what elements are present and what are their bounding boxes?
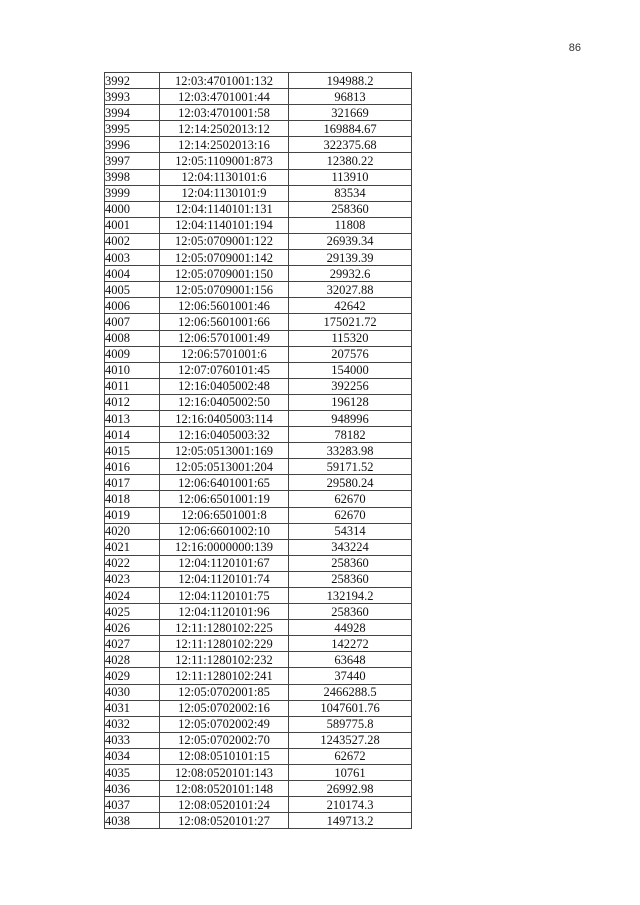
value-cell: 258360: [289, 571, 412, 587]
value-cell: 258360: [289, 555, 412, 571]
row-number-cell: 4003: [105, 250, 160, 266]
cadastral-number-cell: 12:08:0520101:143: [160, 765, 289, 781]
value-cell: 26939.34: [289, 233, 412, 249]
cadastral-number-cell: 12:04:1140101:131: [160, 201, 289, 217]
table-row: [105, 732, 412, 748]
value-cell: 10761: [289, 765, 412, 781]
table-row: [105, 491, 412, 507]
value-cell: 589775.8: [289, 716, 412, 732]
row-number-cell: 4019: [105, 507, 160, 523]
cadastral-number-cell: 12:06:6501001:19: [160, 491, 289, 507]
row-number-cell: 4004: [105, 266, 160, 282]
value-cell: 96813: [289, 89, 412, 105]
cadastral-number-cell: 12:05:0702002:49: [160, 716, 289, 732]
cadastral-number-cell: 12:05:0709001:156: [160, 282, 289, 298]
value-cell: 11808: [289, 217, 412, 233]
value-cell: 62672: [289, 748, 412, 764]
row-number-cell: 4010: [105, 362, 160, 378]
value-cell: 59171.52: [289, 459, 412, 475]
value-cell: 1047601.76: [289, 700, 412, 716]
row-number-cell: 3996: [105, 137, 160, 153]
value-cell: 29932.6: [289, 266, 412, 282]
table-row: [105, 266, 412, 282]
row-number-cell: 3995: [105, 121, 160, 137]
value-cell: 948996: [289, 410, 412, 426]
table-row: [105, 362, 412, 378]
value-cell: 258360: [289, 604, 412, 620]
row-number-cell: 4014: [105, 427, 160, 443]
value-cell: 207576: [289, 346, 412, 362]
table-row: [105, 652, 412, 668]
table-row: [105, 748, 412, 764]
table-row: [105, 185, 412, 201]
table-row: [105, 427, 412, 443]
cadastral-number-cell: 12:05:0702002:70: [160, 732, 289, 748]
table-row: [105, 73, 412, 89]
row-number-cell: 4026: [105, 620, 160, 636]
value-cell: 54314: [289, 523, 412, 539]
value-cell: 115320: [289, 330, 412, 346]
row-number-cell: 4012: [105, 394, 160, 410]
row-number-cell: 4017: [105, 475, 160, 491]
row-number-cell: 4024: [105, 588, 160, 604]
row-number-cell: 4020: [105, 523, 160, 539]
cadastral-number-cell: 12:03:4701001:132: [160, 73, 289, 89]
cadastral-number-cell: 12:04:1120101:67: [160, 555, 289, 571]
value-cell: 63648: [289, 652, 412, 668]
value-cell: 44928: [289, 620, 412, 636]
table-row: [105, 620, 412, 636]
table-row: [105, 217, 412, 233]
value-cell: 321669: [289, 105, 412, 121]
row-number-cell: 4021: [105, 539, 160, 555]
table-row: [105, 684, 412, 700]
table-row: [105, 250, 412, 266]
cadastral-number-cell: 12:05:0702002:16: [160, 700, 289, 716]
value-cell: 196128: [289, 394, 412, 410]
cadastral-number-cell: 12:04:1120101:96: [160, 604, 289, 620]
value-cell: 1243527.28: [289, 732, 412, 748]
table-row: [105, 668, 412, 684]
table-row: [105, 781, 412, 797]
cadastral-number-cell: 12:06:5701001:49: [160, 330, 289, 346]
row-number-cell: 4038: [105, 813, 160, 829]
row-number-cell: 3993: [105, 89, 160, 105]
row-number-cell: 4006: [105, 298, 160, 314]
value-cell: 26992.98: [289, 781, 412, 797]
data-table: [104, 72, 412, 829]
row-number-cell: 4007: [105, 314, 160, 330]
value-cell: 322375.68: [289, 137, 412, 153]
table-row: [105, 636, 412, 652]
row-number-cell: 4000: [105, 201, 160, 217]
table-row: [105, 282, 412, 298]
row-number-cell: 4029: [105, 668, 160, 684]
cadastral-number-cell: 12:14:2502013:16: [160, 137, 289, 153]
table-row: [105, 700, 412, 716]
table-row: [105, 137, 412, 153]
row-number-cell: 4032: [105, 716, 160, 732]
row-number-cell: 4018: [105, 491, 160, 507]
cadastral-number-cell: 12:11:1280102:225: [160, 620, 289, 636]
cadastral-number-cell: 12:05:0709001:122: [160, 233, 289, 249]
cadastral-number-cell: 12:05:0513001:169: [160, 443, 289, 459]
table-row: [105, 314, 412, 330]
row-number-cell: 4023: [105, 571, 160, 587]
row-number-cell: 4022: [105, 555, 160, 571]
cadastral-number-cell: 12:05:0702001:85: [160, 684, 289, 700]
table-row: [105, 507, 412, 523]
cadastral-number-cell: 12:03:4701001:44: [160, 89, 289, 105]
cadastral-number-cell: 12:06:5601001:66: [160, 314, 289, 330]
cadastral-number-cell: 12:06:5601001:46: [160, 298, 289, 314]
cadastral-number-cell: 12:16:0405003:32: [160, 427, 289, 443]
table-row: [105, 571, 412, 587]
row-number-cell: 4009: [105, 346, 160, 362]
table-row: [105, 298, 412, 314]
value-cell: 83534: [289, 185, 412, 201]
cadastral-number-cell: 12:11:1280102:232: [160, 652, 289, 668]
cadastral-number-cell: 12:16:0405002:50: [160, 394, 289, 410]
cadastral-number-cell: 12:04:1140101:194: [160, 217, 289, 233]
value-cell: 12380.22: [289, 153, 412, 169]
table-row: [105, 105, 412, 121]
value-cell: 154000: [289, 362, 412, 378]
row-number-cell: 3998: [105, 169, 160, 185]
cadastral-number-cell: 12:08:0520101:24: [160, 797, 289, 813]
cadastral-number-cell: 12:06:5701001:6: [160, 346, 289, 362]
row-number-cell: 4005: [105, 282, 160, 298]
table-row: [105, 588, 412, 604]
table-row: [105, 813, 412, 829]
table-row: [105, 523, 412, 539]
table-body: [105, 73, 412, 829]
value-cell: 343224: [289, 539, 412, 555]
table-row: [105, 233, 412, 249]
table-row: [105, 121, 412, 137]
row-number-cell: 4025: [105, 604, 160, 620]
cadastral-number-cell: 12:04:1130101:6: [160, 169, 289, 185]
row-number-cell: 4031: [105, 700, 160, 716]
cadastral-number-cell: 12:03:4701001:58: [160, 105, 289, 121]
cadastral-number-cell: 12:08:0520101:27: [160, 813, 289, 829]
value-cell: 169884.67: [289, 121, 412, 137]
table-row: [105, 443, 412, 459]
cadastral-number-cell: 12:06:6601002:10: [160, 523, 289, 539]
value-cell: 62670: [289, 491, 412, 507]
value-cell: 258360: [289, 201, 412, 217]
value-cell: 142272: [289, 636, 412, 652]
cadastral-number-cell: 12:06:6401001:65: [160, 475, 289, 491]
cadastral-number-cell: 12:05:0513001:204: [160, 459, 289, 475]
cadastral-number-cell: 12:06:6501001:8: [160, 507, 289, 523]
value-cell: 210174.3: [289, 797, 412, 813]
row-number-cell: 4016: [105, 459, 160, 475]
row-number-cell: 4035: [105, 765, 160, 781]
cadastral-number-cell: 12:16:0405002:48: [160, 378, 289, 394]
table-row: [105, 169, 412, 185]
cadastral-number-cell: 12:16:0405003:114: [160, 410, 289, 426]
value-cell: 132194.2: [289, 588, 412, 604]
value-cell: 33283.98: [289, 443, 412, 459]
cadastral-number-cell: 12:07:0760101:45: [160, 362, 289, 378]
table-row: [105, 410, 412, 426]
value-cell: 42642: [289, 298, 412, 314]
table-row: [105, 765, 412, 781]
value-cell: 149713.2: [289, 813, 412, 829]
row-number-cell: 4033: [105, 732, 160, 748]
cadastral-number-cell: 12:04:1120101:74: [160, 571, 289, 587]
value-cell: 62670: [289, 507, 412, 523]
value-cell: 29139.39: [289, 250, 412, 266]
value-cell: 37440: [289, 668, 412, 684]
table-row: [105, 459, 412, 475]
table-row: [105, 716, 412, 732]
cadastral-number-cell: 12:05:0709001:142: [160, 250, 289, 266]
row-number-cell: 4015: [105, 443, 160, 459]
value-cell: 175021.72: [289, 314, 412, 330]
value-cell: 194988.2: [289, 73, 412, 89]
row-number-cell: 4011: [105, 378, 160, 394]
table-row: [105, 394, 412, 410]
table-row: [105, 604, 412, 620]
cadastral-number-cell: 12:05:0709001:150: [160, 266, 289, 282]
value-cell: 2466288.5: [289, 684, 412, 700]
cadastral-number-cell: 12:11:1280102:241: [160, 668, 289, 684]
value-cell: 392256: [289, 378, 412, 394]
table-row: [105, 555, 412, 571]
page-number: 86: [568, 42, 581, 54]
cadastral-number-cell: 12:16:0000000:139: [160, 539, 289, 555]
row-number-cell: 4001: [105, 217, 160, 233]
row-number-cell: 4028: [105, 652, 160, 668]
table-row: [105, 330, 412, 346]
row-number-cell: 4034: [105, 748, 160, 764]
table-row: [105, 539, 412, 555]
table-row: [105, 201, 412, 217]
cadastral-number-cell: 12:11:1280102:229: [160, 636, 289, 652]
row-number-cell: 3994: [105, 105, 160, 121]
row-number-cell: 4008: [105, 330, 160, 346]
value-cell: 32027.88: [289, 282, 412, 298]
cadastral-number-cell: 12:04:1130101:9: [160, 185, 289, 201]
table-row: [105, 89, 412, 105]
row-number-cell: 4027: [105, 636, 160, 652]
value-cell: 78182: [289, 427, 412, 443]
value-cell: 113910: [289, 169, 412, 185]
cadastral-number-cell: 12:08:0510101:15: [160, 748, 289, 764]
cadastral-number-cell: 12:04:1120101:75: [160, 588, 289, 604]
cadastral-number-cell: 12:05:1109001:873: [160, 153, 289, 169]
cadastral-number-cell: 12:08:0520101:148: [160, 781, 289, 797]
row-number-cell: 4030: [105, 684, 160, 700]
value-cell: 29580.24: [289, 475, 412, 491]
table-row: [105, 475, 412, 491]
table-row: [105, 346, 412, 362]
row-number-cell: 4037: [105, 797, 160, 813]
table-row: [105, 153, 412, 169]
table-row: [105, 378, 412, 394]
cadastral-number-cell: 12:14:2502013:12: [160, 121, 289, 137]
row-number-cell: 4002: [105, 233, 160, 249]
row-number-cell: 4013: [105, 410, 160, 426]
row-number-cell: 4036: [105, 781, 160, 797]
row-number-cell: 3999: [105, 185, 160, 201]
row-number-cell: 3992: [105, 73, 160, 89]
table-row: [105, 797, 412, 813]
row-number-cell: 3997: [105, 153, 160, 169]
